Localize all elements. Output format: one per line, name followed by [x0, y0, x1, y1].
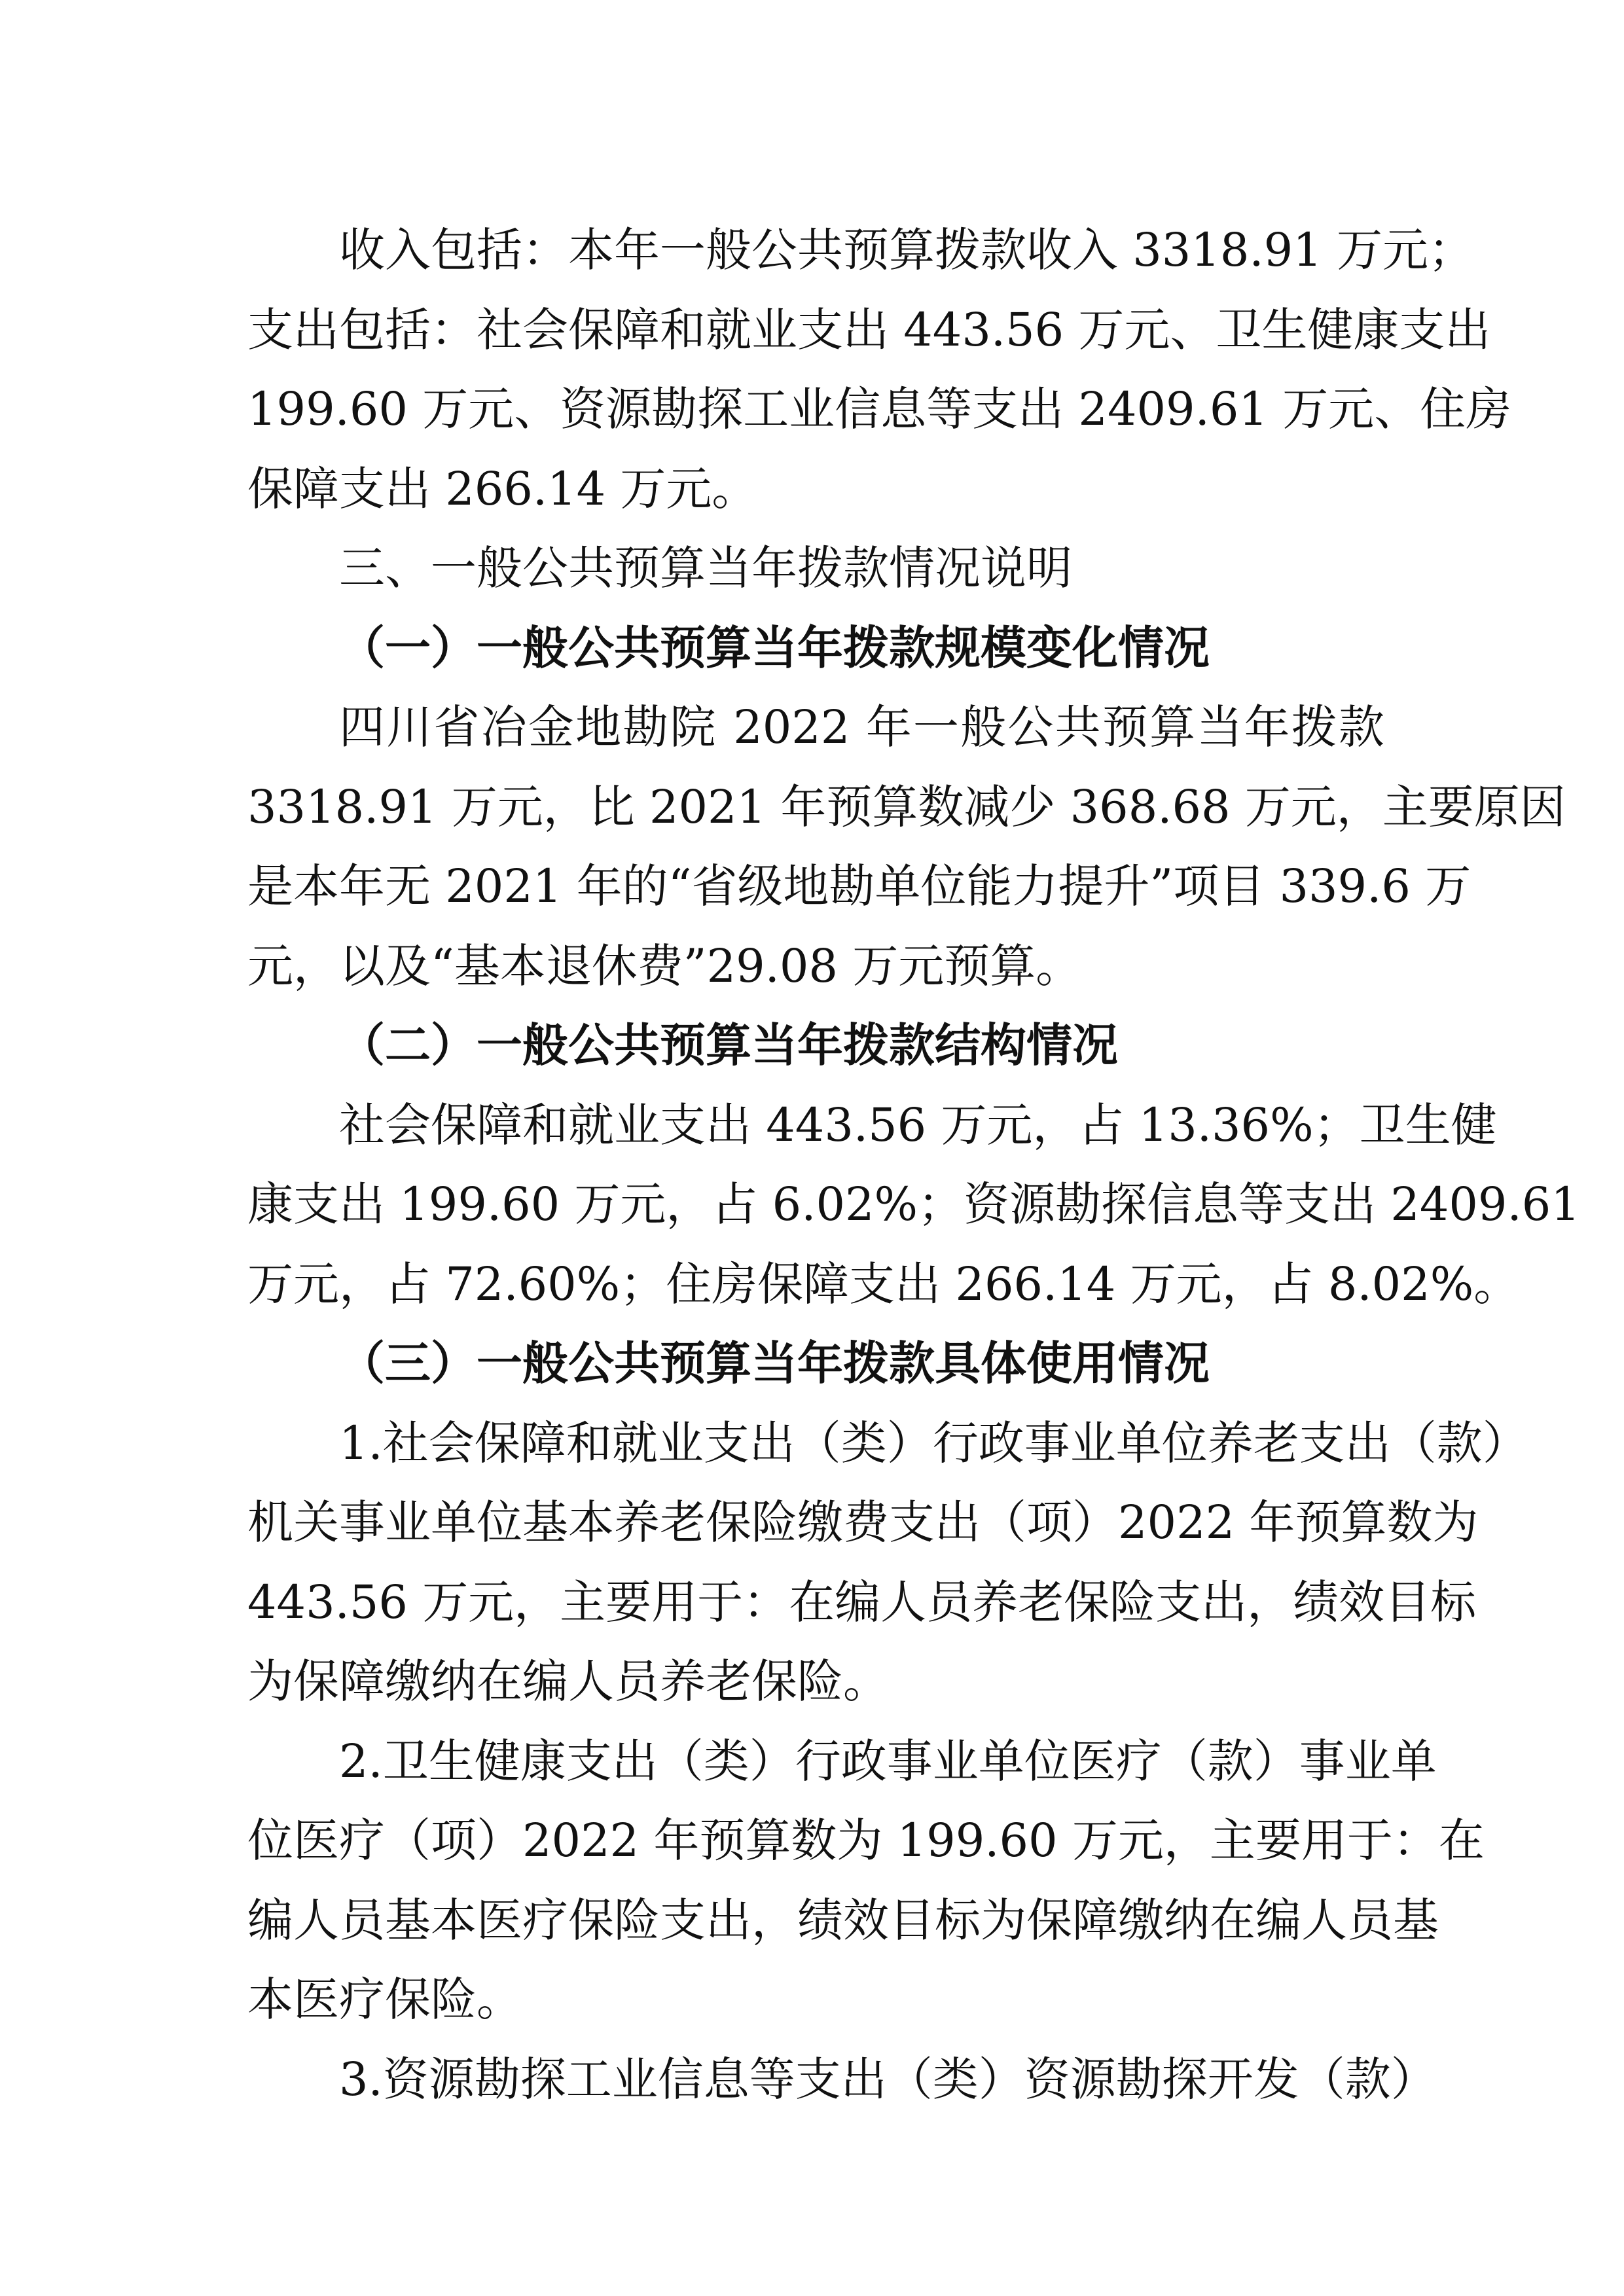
- section-heading-line: （一）一般公共预算当年拨款规模变化情况: [339, 620, 1210, 675]
- text-line: 199.60 万元、资源勘探工业信息等支出 2409.61 万元、住房: [247, 382, 1512, 436]
- text-line: 443.56 万元，主要用于：在编人员养老保险支出，绩效目标: [247, 1575, 1477, 1629]
- text-line: 元，以及“基本退休费”29.08 万元预算。: [247, 939, 1082, 993]
- text-line: 支出包括：社会保障和就业支出 443.56 万元、卫生健康支出: [247, 302, 1491, 357]
- text-line: 1.社会保障和就业支出（类）行政事业单位养老支出（款）: [339, 1416, 1528, 1470]
- text-line: 本医疗保险。: [247, 1973, 522, 2026]
- text-line: 收入包括：本年一般公共预算拨款收入 3318.91 万元；: [339, 223, 1474, 277]
- section-heading-line: （三）一般公共预算当年拨款具体使用情况: [339, 1336, 1210, 1390]
- text-line: 四川省冶金地勘院 2022 年一般公共预算当年拨款: [339, 700, 1384, 754]
- text-line: 编人员基本医疗保险支出，绩效目标为保障缴纳在编人员基: [247, 1893, 1439, 1947]
- text-line: 万元，占 72.60%；住房保障支出 266.14 万元，占 8.02%。: [247, 1257, 1520, 1311]
- text-line: 2.卫生健康支出（类）行政事业单位医疗（款）事业单: [339, 1734, 1437, 1788]
- text-line: 3.资源勘探工业信息等支出（类）资源勘探开发（款）: [339, 2052, 1437, 2106]
- text-line: 社会保障和就业支出 443.56 万元，占 13.36%；卫生健: [339, 1098, 1497, 1152]
- text-line: 三、一般公共预算当年拨款情况说明: [339, 541, 1072, 595]
- text-line: 3318.91 万元，比 2021 年预算数减少 368.68 万元，主要原因: [247, 780, 1566, 834]
- document-body: [247, 211, 1580, 2119]
- text-line: 机关事业单位基本养老保险缴费支出（项）2022 年预算数为: [247, 1496, 1479, 1549]
- text-line: 为保障缴纳在编人员养老保险。: [247, 1655, 889, 1708]
- text-line: 是本年无 2021 年的“省级地勘单位能力提升”项目 339.6 万: [247, 859, 1471, 913]
- text-line: 位医疗（项）2022 年预算数为 199.60 万元，主要用于：在: [247, 1814, 1485, 1867]
- text-line: 康支出 199.60 万元，占 6.02%；资源勘探信息等支出 2409.61: [247, 1177, 1580, 1231]
- section-heading-line: （二）一般公共预算当年拨款结构情况: [339, 1018, 1118, 1072]
- text-line: 保障支出 266.14 万元。: [247, 461, 758, 516]
